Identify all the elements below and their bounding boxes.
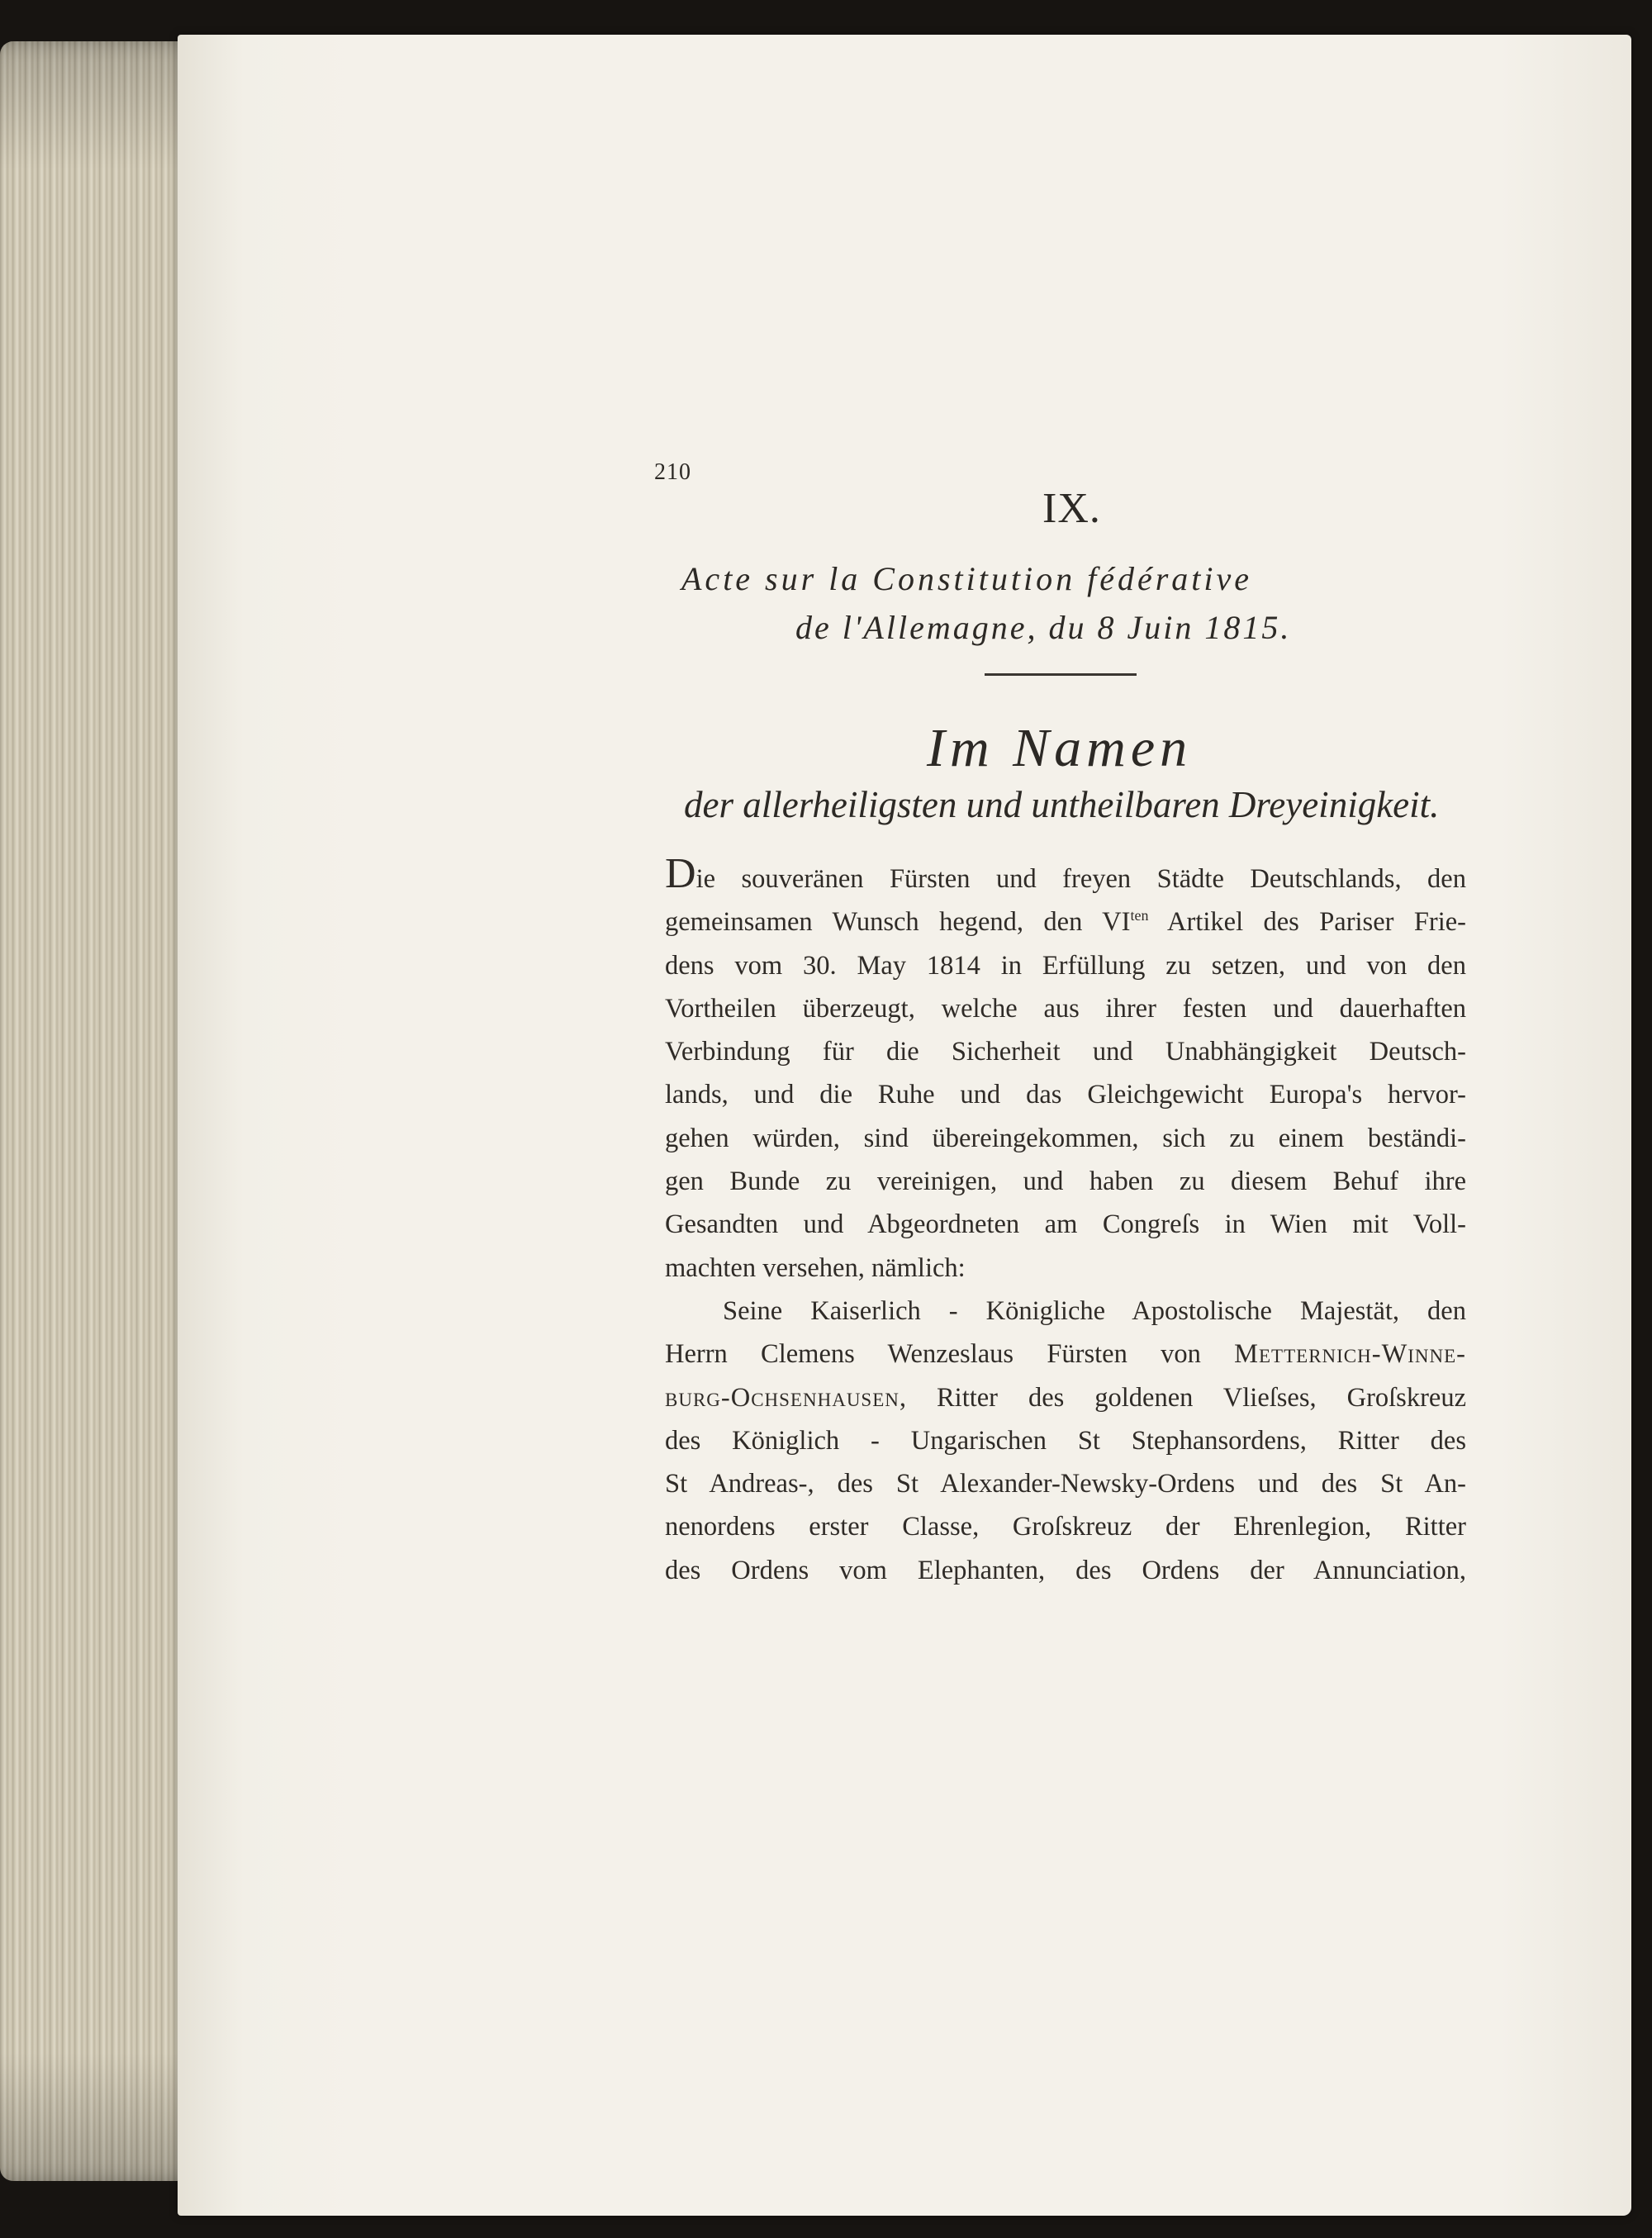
body-line: des Königlich - Ungarischen St Stephansordens, Ritter des <box>665 1425 1466 1456</box>
body-line-text: gemeinsamen Wunsch hegend, den VI <box>665 907 1131 938</box>
invocation-heading: Im Namen <box>927 718 1193 778</box>
body-line: des Ordens vom Elephanten, des Ordens der Annunciation, <box>665 1555 1466 1585</box>
body-line-text: ie souveränen Fürsten und freyen Städte Deutschlands, den <box>695 864 1466 894</box>
body-line: nenordens erster Classe, Groſskreuz der Ehrenlegion, Ritter <box>665 1512 1466 1542</box>
title-line-1: Acte sur la Constitution fédérative <box>681 560 1253 597</box>
body-line: Gesandten und Abgeordneten am Congreſs in Wien mit Voll- <box>665 1209 1466 1240</box>
body-line: St Andreas-, des St Alexander-Newsky-Ordens und des St An- <box>665 1469 1466 1499</box>
title-divider <box>985 673 1137 676</box>
section-number: IX. <box>1042 485 1101 532</box>
invocation-subheading: der allerheiligsten und untheilbaren Dreyeinigkeit. <box>684 784 1440 825</box>
body-line <box>665 1376 1466 1419</box>
small-caps-name: burg-Ochsenhausen <box>665 1382 900 1413</box>
body-line: gehen würden, sind übereingekommen, sich zu einem beständi- <box>665 1123 1466 1153</box>
body-line: Seine Kaiserlich - Königliche Apostolische Majestät, den <box>723 1295 1466 1326</box>
body-line: dens vom 30. May 1814 in Erfüllung zu setzen, und von den <box>665 950 1466 981</box>
title-line-2: de l'Allemagne, du 8 Juin 1815. <box>795 609 1292 646</box>
page-number: 210 <box>654 459 691 485</box>
small-caps-name: Metternich-Winne- <box>1234 1339 1466 1370</box>
body-line-text: , Ritter des goldenen Vlieſses, Groſskreuz <box>899 1382 1466 1413</box>
body-line <box>665 900 1466 943</box>
body-line <box>665 850 1466 900</box>
body-line-text: Artikel des Pariser Frie- <box>1148 907 1467 938</box>
body-line: lands, und die Ruhe und das Gleichgewicht Europa's hervor- <box>665 1080 1466 1110</box>
body-line <box>665 1333 1466 1376</box>
body-line-text: Herrn Clemens Wenzeslaus Fürsten von <box>665 1339 1235 1370</box>
body-line: Vortheilen überzeugt, welche aus ihrer festen und dauerhaften <box>665 993 1466 1024</box>
body-line: gen Bunde zu vereinigen, und haben zu diesem Behuf ihre <box>665 1167 1466 1197</box>
superscript: ten <box>1130 907 1149 924</box>
drop-cap: D <box>665 850 696 897</box>
body-text <box>665 850 1467 1592</box>
body-line: Verbindung für die Sicherheit und Unabhängigkeit Deutsch- <box>665 1037 1466 1067</box>
body-line: machten versehen, nämlich: <box>665 1252 966 1283</box>
